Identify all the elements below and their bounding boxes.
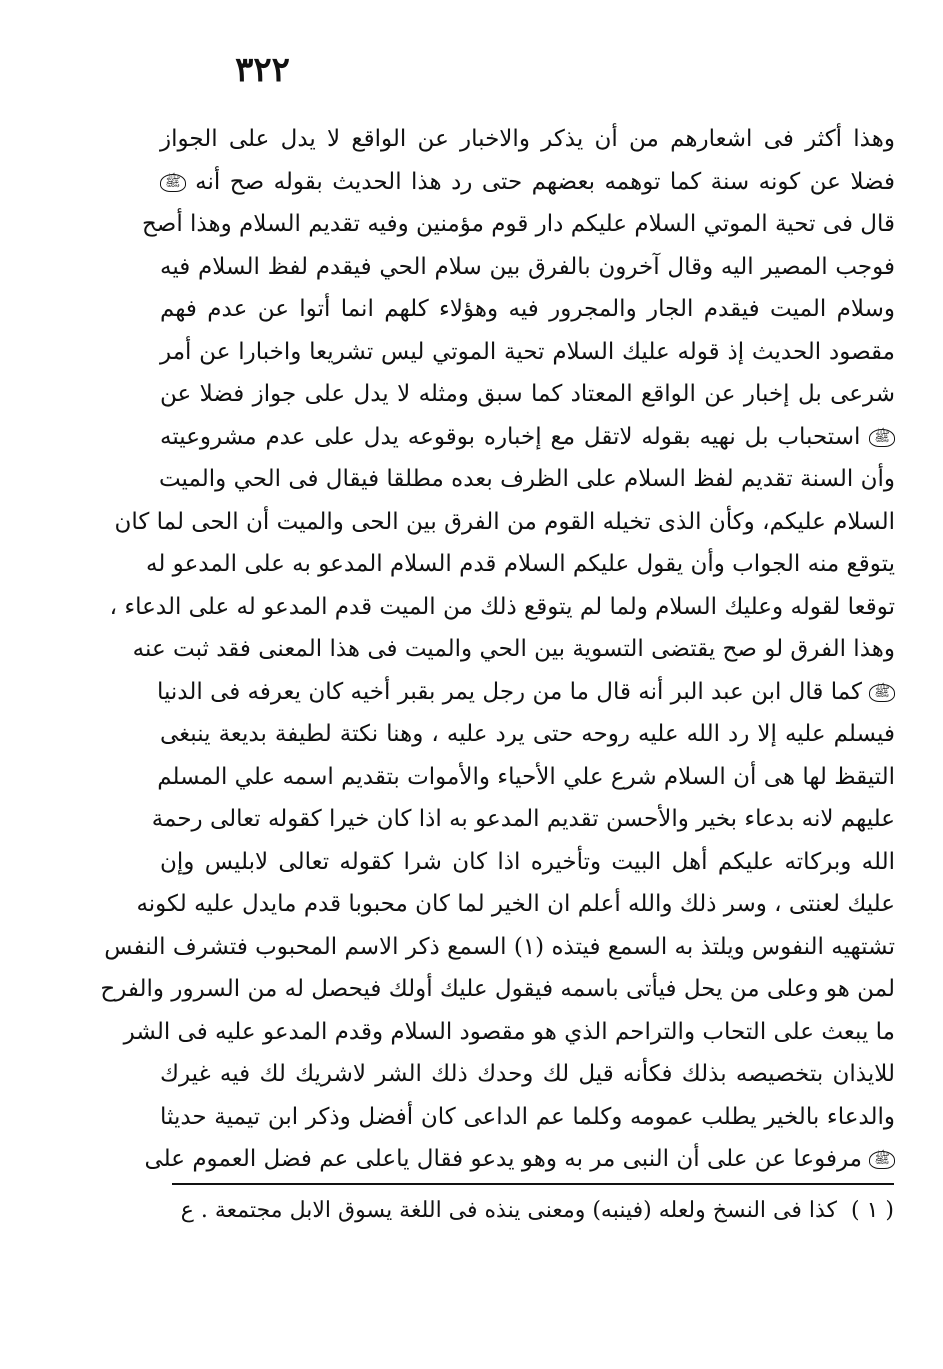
- text-line: وهذا أكثر فى اشعارهم من أن يذكر والاخبار عن الواقع لا يدل على الجواز: [160, 126, 895, 152]
- text-line: وهذا الفرق لو صح يقتضى التسوية بين الحي والميت فى هذا المعنى فقد ثبت عنه: [132, 636, 895, 662]
- text-line: لمن هو وعلى من يحل فيأتى باسمه فيقول عليك أولك فيحصل له من السرور والفرح: [100, 976, 895, 1002]
- text-line: عليهم لانه بدعاء بخير والأحسن تقديم المدعو به اذا كان خيرا كقوله تعالى رحمة: [151, 806, 895, 832]
- footnote: [172, 1193, 894, 1229]
- text-line: فضلا عن كونه سنة كما توهمه بعضهم حتى رد هذا الحديث بقوله صح أنه ﷺ: [160, 161, 895, 204]
- footnote-marker: ( ١ ): [851, 1198, 894, 1223]
- text-line: للايذان بتخصيصه بذلك فكأنه قيل لك وحدك ذلك الشر لاشريك لك فيه غيرك: [160, 1061, 895, 1087]
- text-line: السلام عليكم، وكأن الذى تخيله القوم من الفرق بين الحى والميت أن الحى لما كان: [114, 508, 895, 535]
- main-text: [100, 118, 895, 1181]
- text-line: ﷺ استحباب بل نهيه بقوله لاتقل مع إخباره بوقوعه يدل على عدم مشروعيته: [160, 416, 895, 459]
- salutation-mark: ﷺ: [869, 1151, 895, 1169]
- text-line: الله وبركاته عليكم أهل البيت وتأخيره اذا كان شرا كقوله تعالى لابليس وإن: [160, 848, 895, 875]
- text-line: توقعا لقوله وعليك السلام ولما لم يتوقع ذلك من الميت قدم المدعو له على الدعاء ،: [109, 593, 895, 620]
- salutation-mark: ﷺ: [160, 174, 186, 192]
- text-line: قال فى تحية الموتي السلام عليكم دار قوم مؤمنين وفيه تقديم السلام وهذا أصح: [141, 211, 895, 237]
- text-line: والدعاء بالخير يطلب عمومه وكلما عم الداعى كان أفضل وذكر ابن تيمية حديثا: [160, 1103, 895, 1130]
- text-line: يتوقع منه الجواب وأن يقول عليكم السلام قدم السلام المدعو به على المدعو له: [146, 551, 895, 577]
- text-line: ﷺ مرفوعا عن على أن النبى مر به وهو يدعو فقال ياعلى عم فضل العموم على: [160, 1138, 895, 1181]
- text-line: ﷺ كما قال ابن عبد البر أنه قال ما من رجل يمر بقبر أخيه كان يعرفه فى الدنيا: [160, 671, 895, 714]
- text-line: فيسلم عليه إلا رد الله عليه روحه حتى يرد عليه ، وهنا نكتة لطيفة بديعة ينبغى: [160, 721, 895, 747]
- footnote-text: كذا فى النسخ ولعله (فينبه) ومعنى ينذه فى اللغة يسوق الابل مجتمعة . ع: [180, 1198, 838, 1223]
- text-line: وأن السنة تقديم لفظ السلام على الظرف بعده مطلقا فيقال فى الحي والميت: [158, 466, 895, 492]
- text-line: عليك لعنتى ، وسر ذلك والله أعلم ان الخير لما كان محبوبا قدم مايدل عليه لكونه: [136, 891, 895, 917]
- salutation-mark: ﷺ: [869, 684, 895, 702]
- text-line: ما يبعث على التحاب والتراحم الذي هو مقصود السلام وقدم المدعو عليه فى الشر: [123, 1018, 895, 1045]
- text-line: فوجب المصير اليه وقال آخرون بالفرق بين سلام الحي فيقدم لفظ السلام فيه: [160, 253, 895, 280]
- text-line: وسلام الميت فيقدم الجار والمجرور فيه وهؤلاء كلهم انما أتوا عن عدم فهم: [160, 296, 895, 322]
- salutation-mark: ﷺ: [869, 429, 895, 447]
- text-line: التيقظ لها هى أن السلام شرع علي الأحياء والأموات بتقديم اسمه علي المسلم: [157, 763, 895, 790]
- page-number: ٣٢٢: [235, 50, 290, 90]
- text-line: شرعى بل إخبار عن الواقع المعتاد كما سبق ومثله لا يدل على جواز فضلا عن: [160, 381, 895, 407]
- text-line: مقصود الحديث إذ قوله عليك السلام تحية الموتي ليس تشريعا واخبارا عن أمر: [160, 338, 895, 365]
- footnote-divider: [172, 1183, 894, 1185]
- text-line: تشتهيه النفوس ويلتذ به السمع فيتذه (١) السمع ذكر الاسم المحبوب فتشرف النفس: [104, 933, 895, 960]
